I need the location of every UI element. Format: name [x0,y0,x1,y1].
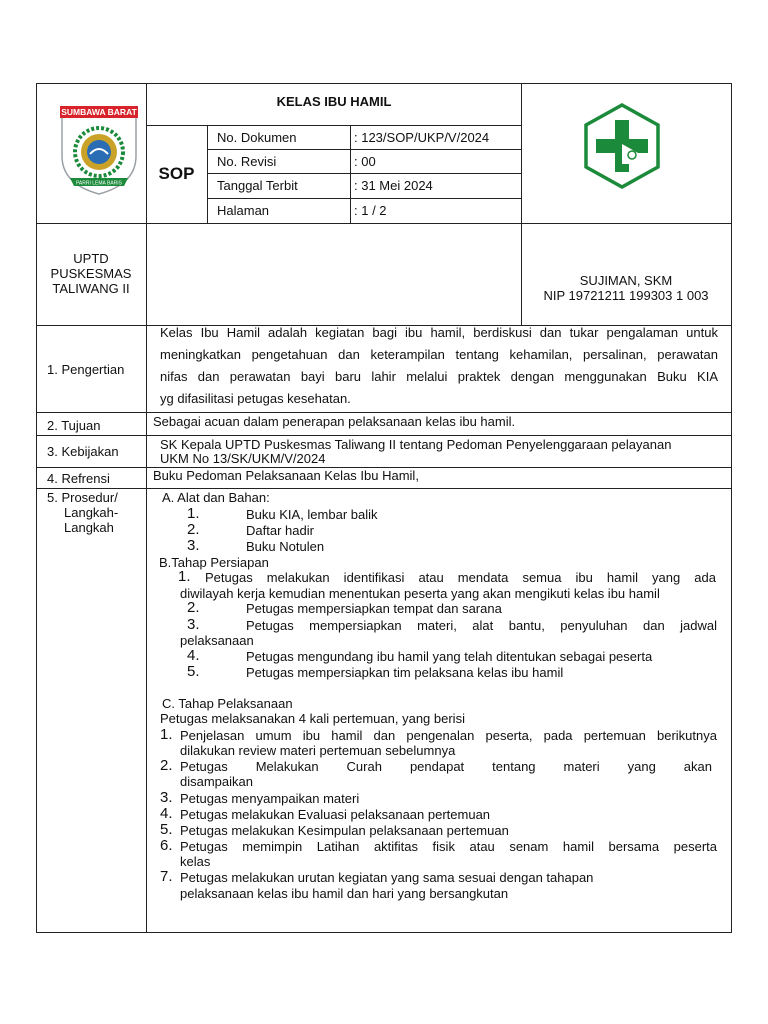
list-number: 4. [160,805,173,822]
list-number: 3. [160,789,173,806]
org-line-3: TALIWANG II [52,281,130,296]
pengertian-line: Kelas Ibu Hamil adalah kegiatan bagi ibu hamil, berdiskusi dan tukar pengalaman untuk [160,325,718,340]
list-number: 1. [178,568,191,585]
prosedur-b-title: B.Tahap Persiapan [159,555,269,570]
tujuan-text: Sebagai acuan dalam penerapan pelaksanaan kelas ibu hamil. [153,414,516,429]
table-col-divider [146,83,147,933]
list-item-continued: pelaksanaan kelas ibu hamil dan hari yang bersangkutan [180,886,509,901]
field-label-tanggal-terbit: Tanggal Terbit [217,178,298,193]
list-item: Petugas melakukan urutan kegiatan yang sama sesuai dengan tahapan [180,870,594,885]
field-row-line [207,198,522,199]
field-value-no-dokumen: : 123/SOP/UKP/V/2024 [354,130,490,145]
logo-motto-text: PARRI LEMA BARIS [75,180,123,187]
pengertian-line: nifas dan perawatan bayi baru lahir melalui praktek dengan menggunakan Buku KIA [160,369,718,384]
list-number: 2. [187,599,200,616]
list-item: Petugas mempersiapkan tim pelaksana kelas ibu hamil [246,665,564,680]
list-item-continued: dilakukan review materi pertemuan sebelumnya [180,743,456,758]
sumbawa-barat-logo [56,104,142,196]
list-number: 6. [160,837,173,854]
refrensi-text: Buku Pedoman Pelaksanaan Kelas Ibu Hamil, [153,468,419,483]
list-item: Petugas melakukan Kesimpulan pelaksanaan pertemuan [180,823,509,838]
field-value-no-revisi: : 00 [354,154,376,169]
list-number: 4. [187,647,200,664]
list-item: Petugas mempersiapkan tempat dan sarana [246,601,502,616]
org-line-1: UPTD [73,251,109,266]
list-item: Petugas menyampaikan materi [180,791,360,806]
section-label-tujuan: 2. Tujuan [47,418,101,433]
kebijakan-line-1: SK Kepala UPTD Puskesmas Taliwang II tentang Pedoman Penyelenggaraan pelayanan [160,437,672,452]
puskesmas-logo [582,102,662,190]
list-item: Petugas Melakukan Curah pendapat tentang materi yang akan [180,759,712,774]
list-number: 2. [160,757,173,774]
field-value-halaman: : 1 / 2 [354,203,387,218]
list-item-continued: disampaikan [180,774,253,789]
table-border-right [731,83,732,933]
kebijakan-line-2: UKM No 13/SK/UKM/V/2024 [160,451,326,466]
field-label-no-revisi: No. Revisi [217,154,277,169]
list-item-continued: diwilayah kerja kemudian menentukan peserta yang akan mengikuti kelas ibu hamil [180,586,660,601]
list-item: Petugas melakukan Evaluasi pelaksanaan pertemuan [180,807,491,822]
field-value-tanggal-terbit: : 31 Mei 2024 [354,178,433,193]
list-number: 3. [187,537,200,554]
list-number: 1. [187,505,200,522]
row-line [36,488,732,489]
prosedur-a-title: A. Alat dan Bahan: [162,490,270,505]
section-label-refrensi: 4. Refrensi [47,471,110,486]
list-number: 1. [160,726,173,743]
list-item: Petugas memimpin Latihan aktifitas fisik atau senam hamil bersama peserta [180,839,717,854]
field-divider [350,125,351,223]
list-item: Petugas mempersiapkan materi, alat bantu, penyuluhan dan jadwal [246,618,717,633]
list-item: Petugas melakukan identifikasi atau mendata semua ibu hamil yang ada [205,570,716,585]
field-row-line [207,149,522,150]
sop-divider [207,125,208,223]
pengertian-line: yg difasilitasi petugas kesehatan. [160,391,351,406]
section-label-pengertian: 1. Pengertian [47,362,125,377]
signer-nip: NIP 19721211 199303 1 003 [543,288,709,303]
table-border-bottom [36,932,732,933]
list-item-continued: kelas [180,854,211,869]
list-item: Daftar hadir [246,523,314,538]
list-number: 5. [160,821,173,838]
field-label-halaman: Halaman [217,203,270,218]
row-line [36,412,732,413]
section-label-prosedur-3: Langkah [64,520,114,535]
list-number: 5. [187,663,200,680]
list-item-continued: pelaksanaan [180,633,254,648]
prosedur-c-intro: Petugas melaksanakan 4 kali pertemuan, yang berisi [160,711,465,726]
title-row-line [146,125,522,126]
list-item: Penjelasan umum ibu hamil dan pengenalan peserta, pada pertemuan berikutnya [180,728,717,743]
field-label-no-dokumen: No. Dokumen [217,130,297,145]
header-bottom-line [36,223,732,224]
sop-label: SOP [158,164,195,183]
prosedur-c-title: C. Tahap Pelaksanaan [162,696,293,711]
list-item: Buku KIA, lembar balik [246,507,378,522]
section-label-prosedur: 5. Prosedur/ [47,490,118,505]
org-line-2: PUSKESMAS [50,266,132,281]
list-number: 3. [187,616,200,633]
pengertian-line: meningkatkan pengetahuan dan keterampilan tentang kehamilan, persalinan, perawatan [160,347,718,362]
section-label-prosedur-2: Langkah- [64,505,119,520]
list-number: 2. [187,521,200,538]
list-item: Petugas mengundang ibu hamil yang telah ditentukan sebagai peserta [246,649,653,664]
row-line [36,435,732,436]
logo-banner-text: SUMBAWA BARAT [61,107,137,117]
list-item: Buku Notulen [246,539,325,554]
list-number: 7. [160,868,173,885]
table-border-left [36,83,37,933]
doc-title: KELAS IBU HAMIL [276,94,392,109]
section-label-kebijakan: 3. Kebijakan [47,444,119,459]
signer-name: SUJIMAN, SKM [579,273,673,288]
field-row-line [207,173,522,174]
table-border-top [36,83,732,84]
